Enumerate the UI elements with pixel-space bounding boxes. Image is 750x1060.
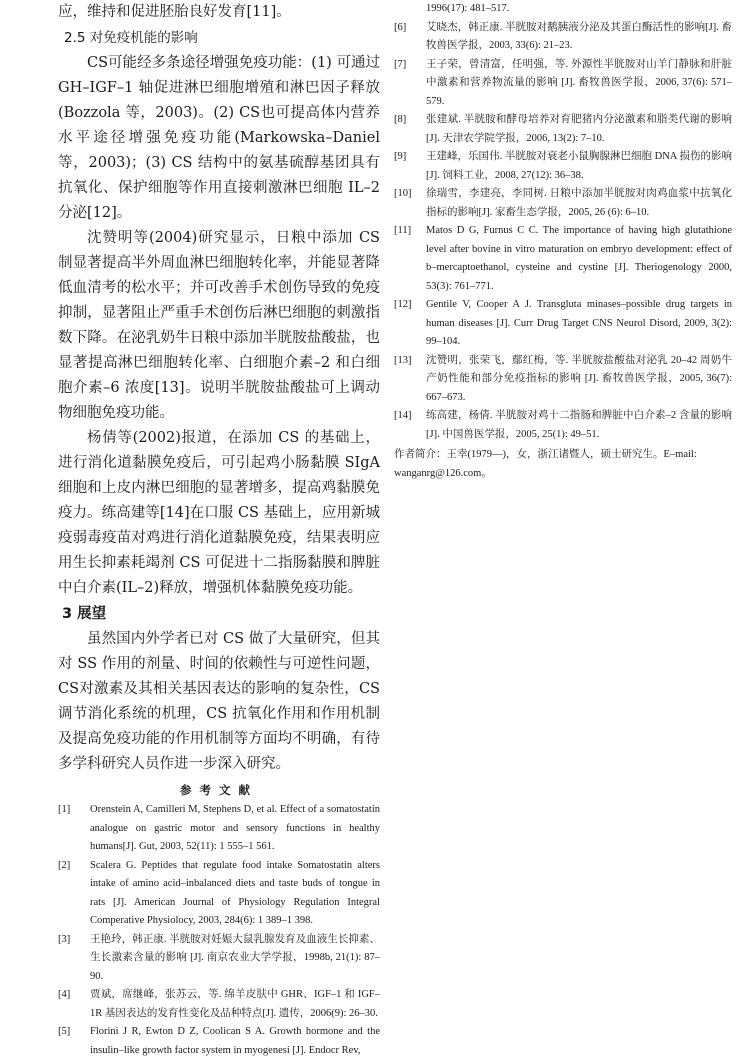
reference-text: Matos D G, Furnus C C. The importance of having high glutathione level after bovine in vitro maturation on embryo development: effect of b–mercaptoethanol, cysteine and cystine [J]. Theriogenology 2000, 53(3): 761–771. [426,225,732,292]
reference-continuation: 1996(17): 481–517. [426,3,510,14]
paragraph-yang-qian: 杨倩等(2002)报道，在添加 CS 的基础上，进行消化道黏膜免疫后，可引起鸡小肠黏膜 SIgA 细胞和上皮内淋巴细胞的显著增多，提高鸡黏膜免疫力。练高建等[14]在口服 CS 基础上，应用新城疫弱毒疫苗对鸡进行消化道黏膜免疫，结果表明应用生长抑素耗竭剂 CS 可促进十二指肠黏膜和脾脏中白介素(IL–2)释放，增强机体黏膜免疫功能。 [58,430,380,596]
reference-text: 王建峰，乐国伟. 半胱胺对衰老小鼠胸腺淋巴细胞 DNA 损伤的影响[J]. 饲料工业，2008, 27(12): 36–38. [426,151,732,181]
reference-number: [2] [58,859,71,871]
reference-item [394,407,732,444]
reference-number: [5] [58,1026,71,1037]
reference-item [58,857,380,931]
reference-text: Scalera G. Peptides that regulate food intake Somatostatin alters intake of amino acid–inbalanced diets and taste buds of tongue in rats [J]. American Journal of Physiology Regulation Integral Comperative Physiolocy, 2003, 284(6): 1 389–1 398. [90,859,380,926]
reference-item [394,222,732,296]
reference-number: [1] [58,804,71,815]
reference-text: 张建斌. 半胱胺和酵母培养对育肥猪内分泌激素和脂类代谢的影响[J]. 天津农学院学报，2006, 13(2): 7–10. [426,114,732,144]
reference-text: 练高建，杨倩. 半胱胺对鸡十二指肠和脾脏中白介素–2 含量的影响[J]. 中国兽医学报，2005, 25(1): 49–51. [426,410,732,440]
reference-number: [3] [58,933,71,945]
reference-text: 徐瑞雪，李建亮，李同树. 日粮中添加半胱胺对肉鸡血浆中抗氧化指标的影响[J]. 家畜生态学报，2005, 26 (6): 6–10. [426,188,732,218]
reference-item [58,986,380,1023]
reference-number: [10] [394,188,412,199]
reference-item [394,148,732,185]
paragraph-outlook: 虽然国内外学者已对 CS 做了大量研究，但其对 SS 作用的剂量、时间的依赖性与可逆性问题，CS对激素及其相关基因表达的影响的复杂性，CS 调节消化系统的机理，CS 抗氧化作用和作用机制及提高免疫功能的作用机制等方面均不明确，有待多学科研究人员作进一步深入研究。 [58,631,380,772]
paragraph-immune-pathways: CS可能经多条途径增强免疫功能：(1) 可通过GH–IGF–1 轴促进淋巴细胞增殖和淋巴因子释放(Bozzola 等，2003)。(2) CS也可提高体内营养水平途径增强免疫功能(Markowska–Daniel 等，2003)；(3) CS 结构中的氨基硫醇基团具有抗氧化、保护细胞等作用直接刺激淋巴细胞 IL–2 分泌[12]。 [58,55,380,221]
paragraph-embryo-end: 应，维持和促进胚胎良好发育[11]。 [58,4,291,20]
section-3-heading: 3 展望 [62,606,107,622]
reference-text: 王艳玲，韩正康. 半胱胺对妊娠大鼠乳腺发育及血液生长抑素、生长激素含量的影响 [J]. 南京农业大学学报，1998b, 21(1): 87–90. [90,933,380,982]
reference-number: [6] [394,21,407,33]
reference-text: 王子荣，曾清富，任明强，等. 外源性半胱胺对山羊门静脉和肝脏中激素和营养物流量的影响 [J]. 畜牧兽医学报，2006, 37(6): 571–579. [426,58,732,107]
reference-item [394,185,732,222]
reference-number: [7] [394,58,407,70]
author-note: 作者简介：王幸(1979—)，女，浙江诸暨人，硕士研究生。E–mail: wanganrg@126.com。 [394,449,697,479]
reference-number: [13] [394,354,412,366]
references-heading: 参考文献 [180,783,258,797]
reference-item [394,111,732,148]
reference-item [394,296,732,352]
reference-text: 贾斌，席继峰，张苏云，等. 绵羊皮肤中 GHR、IGF–1 和 IGF–1R 基因表达的发育性变化及品种特点[J]. 遗传，2006(9): 26–30. [90,989,380,1019]
reference-text: Orenstein A, Camilleri M, Stephens D, et al. Effect of a somatostatin analogue on gastric motor and sensory functions in healthy humans[J]. Gut, 2003, 52(11): 1 555–1 561. [90,804,380,852]
reference-item [394,56,732,112]
left-column [58,0,380,1060]
reference-text: 艾晓杰，韩正康. 半胱胺对鹅胰液分泌及其蛋白酶活性的影响[J]. 畜牧兽医学报，2003, 33(6): 21–23. [426,21,732,51]
reference-number: [9] [394,151,407,162]
paragraph-shen-zanming: 沈赞明等(2004)研究显示，日粮中添加 CS 制显著提高半外周血淋巴细胞转化率，并能显著降低血清考的松水平；并可改善手术创伤导致的免疫抑制，显著阻止严重手术创伤后淋巴细胞的刺激指数下降。在泌乳奶牛日粮中添加半胱胺盐酸盐，也显著提高淋巴细胞转化率、白细胞介素–2 和白细胞介素–6 浓度[13]。说明半胱胺盐酸盐可上调动物细胞免疫功能。 [58,230,380,421]
reference-item [394,19,732,56]
reference-number: [11] [394,225,412,236]
section-2-5-heading: 2.5 对免疫机能的影响 [64,30,198,46]
reference-item [394,352,732,408]
reference-item [58,801,380,857]
reference-item [58,931,380,987]
reference-text: Gentile V, Cooper A J. Transgluta minases–possible drug targets in human diseases [J]. Curr Drug Target CNS Neurol Disord, 2009, 3(2): 99–104. [426,299,732,347]
reference-number: [14] [394,410,412,421]
reference-item [58,1023,380,1060]
reference-text: Florini J R, Ewton D Z, Coolican S A. Growth hormone and the insulin–like growth factor system in myogenesi [J]. Endocr Rev, [90,1026,380,1056]
reference-number: [12] [394,299,412,310]
reference-number: [8] [394,114,407,125]
reference-number: [4] [58,989,71,1000]
right-column [394,0,732,483]
reference-text: 沈赞明，张荣飞，鄢红梅，等. 半胱胺盐酸盐对泌乳 20–42 周奶牛产奶性能和部分免疫指标的影响 [J]. 畜牧兽医学报，2005, 36(7): 667–673. [426,354,732,403]
